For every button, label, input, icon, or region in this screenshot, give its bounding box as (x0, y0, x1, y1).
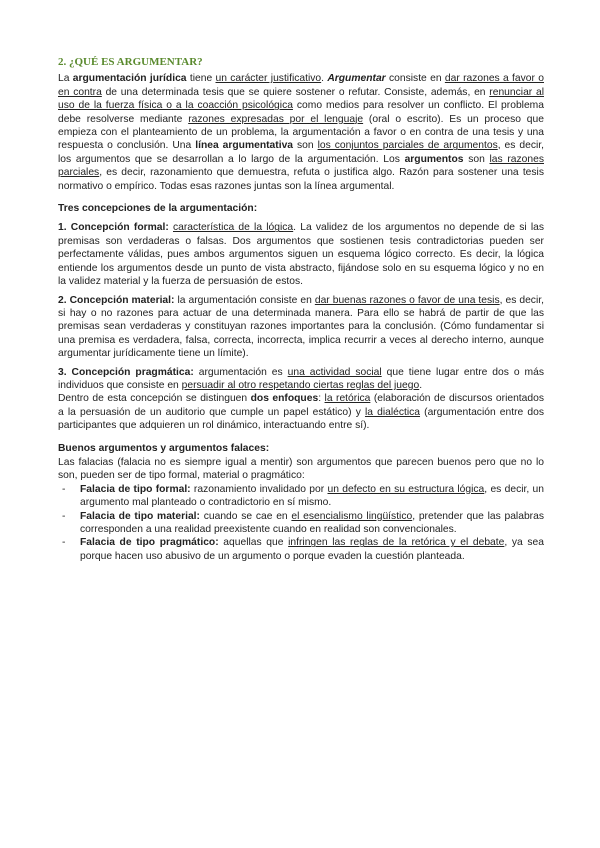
text-run: , es decir, razonamiento que demuestra, refuta o justifica algo. Razón para sostener una tesis normativo o empírico. Todas esas razones juntas son la línea argumental. (58, 167, 544, 192)
concepciones-title: Tres concepciones de la argumentación: (58, 203, 258, 215)
underlined-phrase: un carácter justificativo (215, 73, 322, 85)
text-run: son (463, 153, 490, 165)
dash-bullet: - (62, 483, 66, 495)
intro-paragraph (58, 72, 544, 193)
underlined-phrase: una actividad social (287, 366, 382, 378)
text-run: que tiene lugar entre dos o más individuos que consiste en (58, 366, 544, 391)
text-run: razonamiento invalidado por (190, 483, 328, 495)
bold-term: 2. Concepción material: (58, 294, 175, 306)
text-run: cuando se cae en (199, 510, 292, 522)
bold-term: línea argumentativa (195, 140, 294, 152)
underlined-phrase: razones expresadas por el lenguaje (188, 113, 364, 125)
text-run: consiste en (385, 73, 445, 85)
underlined-phrase: el esencialismo lingüístico (291, 510, 413, 522)
underlined-phrase: dar buenas razones o favor de una tesis (314, 294, 500, 306)
underlined-phrase: característica de la lógica (173, 222, 294, 234)
text-run: : (318, 393, 325, 405)
section-heading: 2. ¿QUÉ ES ARGUMENTAR? (58, 56, 203, 68)
list-item (58, 510, 544, 537)
text-run: son (293, 140, 318, 152)
text-run: . (419, 379, 423, 391)
document-body (58, 56, 544, 563)
concepcion-pragmatica (58, 366, 544, 393)
text-run: como medios para resolver un conflicto. El problema debe resolverse mediante (58, 100, 544, 125)
underlined-phrase: renunciar al uso de la fuerza física o a la coacción psicológica (58, 86, 544, 112)
underlined-phrase: dar razones a favor o en contra (58, 73, 544, 98)
bold-term: Falacia de tipo pragmático: (80, 537, 219, 549)
text-run: , es decir, los argumentos que se desarrollan a lo largo de la argumentación. Los (58, 140, 544, 165)
text-run: La (58, 73, 73, 85)
text-run: (elaboración de discursos orientados a la persuasión de un auditorio que cumple un papel estático) y (58, 393, 544, 418)
bold-term: Falacia de tipo formal: (80, 483, 191, 495)
bold-italic-term: Argumentar (327, 73, 386, 85)
text-run: , es decir, si hay o no razones para actuar de una determinada manera. Para ello se habrá de partir de que las premisas sean verdaderas y constituyan razones importantes para la conclusión. (Cómo fundamentar si una premisa es verdadera, falsa, correcta, incorrecta, implica recurrir a veces al derecho interno, aunque argumentar jurídicamente tiene un límite). (58, 294, 544, 360)
underlined-phrase: las razones parciales (58, 153, 544, 179)
list-item (58, 483, 544, 510)
underlined-phrase: la dialéctica (364, 406, 421, 418)
text-run: argumentación es (193, 366, 288, 378)
underlined-phrase: los conjuntos parciales de argumentos (317, 140, 498, 152)
underlined-phrase: persuadir al otro respetando ciertas reglas del juego (181, 379, 420, 391)
bold-term: Falacia de tipo material: (80, 510, 200, 522)
falacias-list (58, 483, 544, 563)
text-run: de una determinada tesis que se quiere sostener o refutar. Consiste, además, en (101, 86, 490, 98)
text-run: aquellas que (218, 537, 289, 549)
list-item (58, 536, 544, 563)
enfoques-paragraph (58, 392, 544, 432)
text-run: . La validez de los argumentos no depende de si las premisas son verdaderas o falsas. Dos argumentos que sostienen tesis contradictorias pueden ser perfectamente válidas, pues ambos argumentos siguen un esquema lógico correcto. Es decir, la lógica entiende los argumentos desde un punto de vista abstracto, fijándose solo en su esquema lógico y no en la validez material y la fuerza de persuasión de estos. (58, 222, 545, 288)
text-run: , ya sea porque hacen uso abusivo de un argumento o porque evaden la cuestión planteada. (80, 537, 544, 562)
bold-term: argumentos (404, 153, 464, 165)
text-run: Dentro de esta concepción se distinguen (58, 393, 251, 405)
dash-bullet: - (62, 510, 66, 522)
concepcion-material (58, 294, 544, 361)
falaces-title: Buenos argumentos y argumentos falaces: (58, 442, 270, 454)
bold-term: 3. Concepción pragmática: (58, 366, 194, 378)
dash-bullet: - (62, 537, 66, 549)
underlined-phrase: la retórica (324, 393, 371, 405)
bold-term: dos enfoques (250, 393, 319, 405)
bold-term: argumentación jurídica (72, 73, 187, 85)
text-run: tiene (186, 73, 216, 85)
bold-term: 1. Concepción formal: (58, 222, 169, 234)
text-run: (oral o escrito). Es un proceso que empieza con el planteamiento de un problema, la argumentación a favor o en contra de una tesis y una respuesta o conclusión. Una (58, 113, 544, 152)
text-run: . (321, 73, 328, 85)
text-run: la argumentación consiste en (174, 294, 315, 306)
concepcion-formal (58, 221, 544, 288)
falaces-intro: Las falacias (falacia no es siempre igual a mentir) son argumentos que parecen buenos pero que no lo son, pueden ser de tipo formal, material o pragmático: (58, 456, 544, 482)
underlined-phrase: infringen las reglas de la retórica y el debate (288, 537, 505, 549)
text-run: , es decir, un argumento mal planteado o contradictorio en sí mismo. (80, 483, 544, 509)
underlined-phrase: un defecto en su estructura lógica (327, 483, 485, 495)
text-run: (argumentación entre dos participantes que adquieren un rol dinámico, interactuando entre sí). (58, 406, 544, 432)
text-run: , pretender que las palabras corresponden a una realidad preexistente cuando en realidad son convencionales. (80, 510, 544, 535)
